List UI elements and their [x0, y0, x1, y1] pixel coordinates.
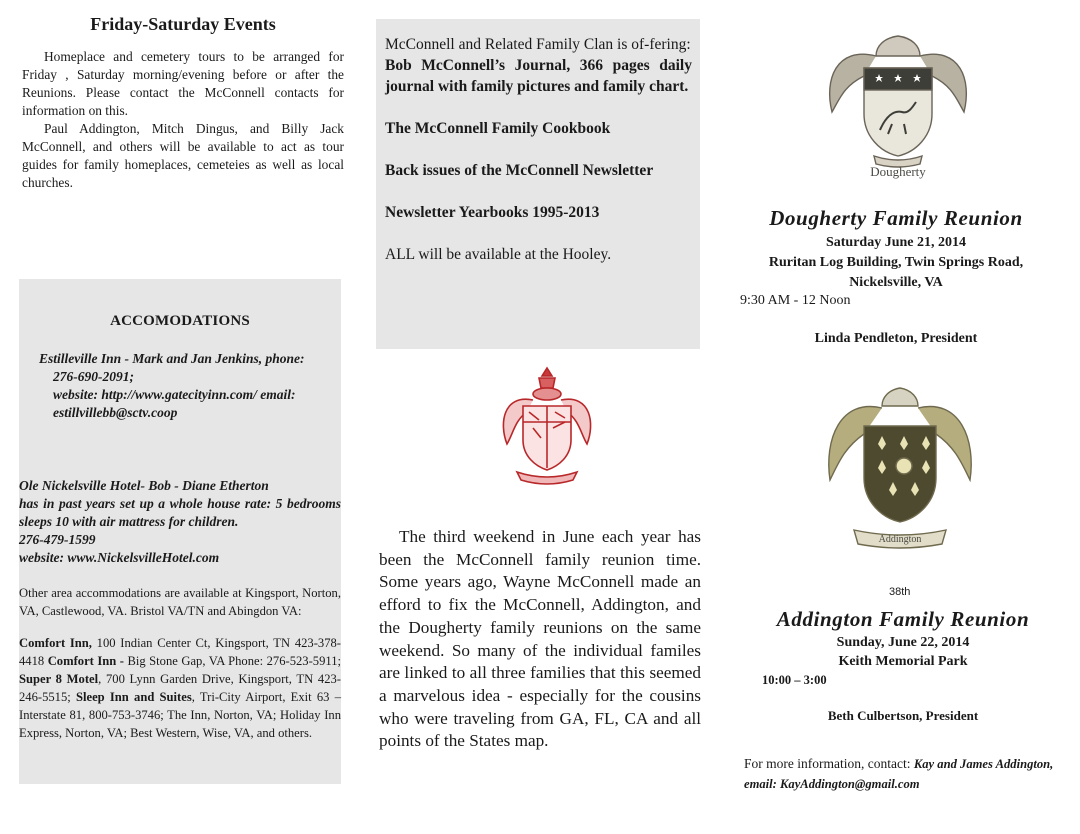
addington-crest-label: Addington — [878, 534, 922, 545]
offer-item-yearbooks: Newsletter Yearbooks 1995-2013 — [385, 204, 600, 221]
events-paragraph-2: Paul Addington, Mitch Dingus, and Billy Jack McConnell, and others will be available to act as tour guides for family homeplaces, cemeteies as well as local churches. — [22, 121, 344, 190]
estillville-inn-listing — [39, 350, 331, 422]
addington-time: 10:00 – 3:00 — [762, 673, 827, 687]
dougherty-reunion-title: Dougherty Family Reunion — [769, 206, 1023, 230]
hotel-list — [19, 634, 341, 742]
addington-date: Sunday, June 22, 2014 — [836, 635, 970, 650]
ole-hotel-rate: has in past years set up a whole house rate: 5 bedrooms sleeps 10 with air mattress for children. — [19, 496, 341, 529]
sleep-inn-detail: , Tri-City Airport, Exit 63 – Interstate 81, 800-753-3746; The Inn, Norton, VA; Holiday Inn Express, Norton, VA; Best Western, Wise, VA, and others. — [19, 690, 341, 740]
ole-hotel-phone: 276-479-1599 — [19, 532, 96, 547]
estillville-email: estillvillebb@sctv.coop — [53, 405, 178, 420]
events-section — [22, 14, 344, 192]
super8-detail: , 700 Lynn Garden Drive, Kingsport, TN 423-246-5515; — [19, 672, 341, 704]
accommodations-title: ACCOMODATIONS — [110, 313, 250, 329]
accommodations-panel — [19, 279, 341, 784]
addington-edition: 38th — [889, 586, 911, 598]
addington-location: Keith Memorial Park — [838, 654, 968, 669]
dougherty-crest-label: Dougherty — [870, 164, 926, 179]
dougherty-crest-image — [818, 34, 978, 182]
reunion-story: The third weekend in June each year has been the McConnell family reunion time. Some years ago, Wayne McConnell made an efford to fix the McConnell, Addington, and the Dougherty family reunions on the same weekend. So many of the individual familes are linked to all three families that this seemed a marvelous idea - especially for the cousins who were traveling from GA, FL, CA and all points of the States map. — [379, 527, 701, 751]
ole-hotel-name: Ole Nickelsville Hotel- Bob - Diane Etherton — [19, 478, 269, 493]
dougherty-time: 9:30 AM - 12 Noon — [740, 293, 851, 308]
mcconnell-crest-image — [493, 364, 601, 489]
dougherty-reunion-info — [730, 233, 1062, 293]
dougherty-date: Saturday June 21, 2014 — [825, 235, 967, 250]
offer-panel — [376, 19, 700, 349]
contact-prefix: For more information, contact: — [744, 756, 914, 771]
offer-item-cookbook: The McConnell Family Cookbook — [385, 120, 611, 137]
addington-crest-image — [818, 384, 982, 554]
sleep-inn-name: Sleep Inn and Suites — [76, 690, 192, 704]
offer-item-newsletter: Back issues of the McConnell Newsletter — [385, 162, 654, 179]
addington-reunion-info — [740, 633, 1066, 671]
dougherty-city: Nickelsville, VA — [849, 275, 943, 290]
contact-info — [744, 754, 1054, 794]
addington-president: Beth Culbertson, President — [827, 708, 979, 723]
comfort-inn-bigstone-detail: Big Stone Gap, VA Phone: 276-523-5911; — [123, 654, 341, 668]
contact-names-email: Kay and James Addington, email: KayAddington@gmail.com — [744, 757, 1054, 791]
addington-reunion-title: Addington Family Reunion — [776, 607, 1030, 631]
events-title: Friday-Saturday Events — [90, 14, 276, 34]
ole-nickelsville-hotel-listing — [19, 477, 341, 567]
other-accommodations-text: Other area accommodations are available at Kingsport, Norton, VA, Castlewood, VA. Bristol VA/TN and Abingdon VA: — [19, 586, 341, 618]
offer-lead: McConnell and Related Family Clan is of-fering: — [385, 36, 691, 53]
estillville-website: website: http://www.gatecityinn.com/ email: — [53, 387, 296, 402]
offer-item-journal: Bob McConnell’s Journal, 366 pages daily journal with family pictures and family chart. — [385, 57, 692, 95]
comfort-inn-kingsport-name: Comfort Inn, — [19, 636, 92, 650]
comfort-inn-bigstone-name: Comfort Inn - — [47, 654, 124, 668]
ole-hotel-website: website: www.NickelsvilleHotel.com — [19, 550, 220, 565]
dougherty-location: Ruritan Log Building, Twin Springs Road, — [768, 255, 1024, 270]
estillville-line-1: Estilleville Inn - Mark and Jan Jenkins, phone: — [39, 351, 305, 366]
dougherty-president: Linda Pendleton, President — [814, 331, 978, 346]
super8-name: Super 8 Motel — [19, 672, 99, 686]
estillville-phone: 276-690-2091; — [53, 369, 134, 384]
events-paragraph-1: Homeplace and cemetery tours to be arranged for Friday , Saturday morning/evening before or after the Reunions. Please contact the McConnell contacts for information on this. — [22, 49, 344, 118]
comfort-inn-kingsport-detail: 100 Indian Center Ct, Kingsport, TN 423-378-4418 — [19, 636, 341, 668]
offer-closing: ALL will be available at the Hooley. — [385, 246, 612, 263]
